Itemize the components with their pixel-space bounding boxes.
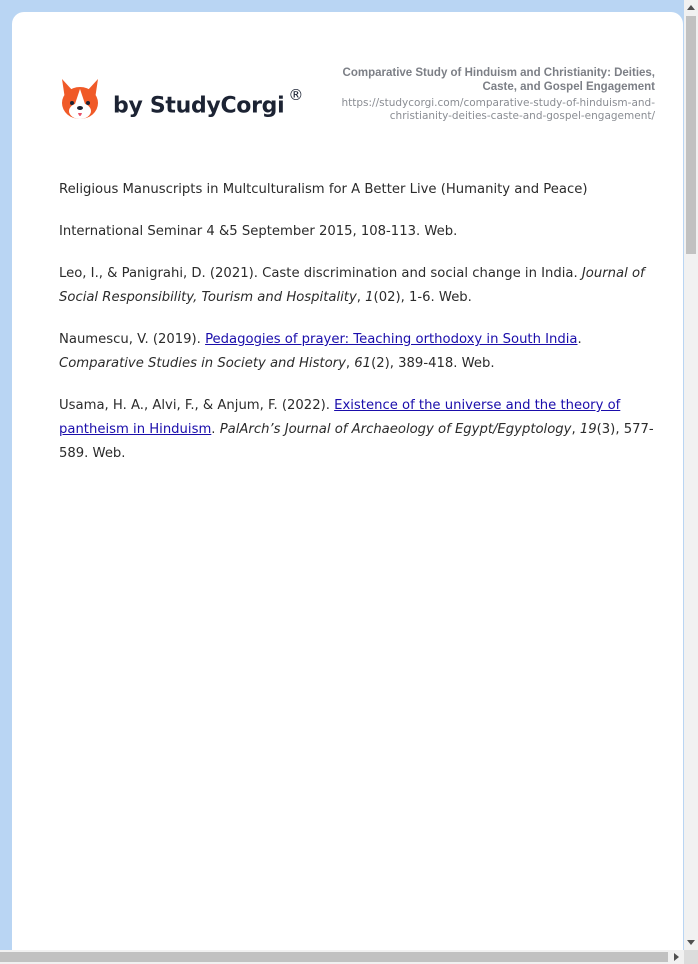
reference-line <box>59 178 657 202</box>
corgi-icon <box>59 77 101 123</box>
reference-details: (02), 1-6. Web. <box>373 290 472 305</box>
reference-text: International Seminar 4 &5 September 2015, 108-113. Web. <box>59 224 458 239</box>
scroll-down-arrow-icon[interactable] <box>687 940 695 945</box>
reference-separator: , <box>571 422 580 437</box>
horizontal-scrollbar[interactable] <box>0 950 684 964</box>
scrollbar-corner <box>684 950 698 964</box>
reference-authors: Naumescu, V. (2019). <box>59 332 206 347</box>
reference-journal: PalArch’s Journal of Archaeology of Egypt/Egyptology <box>219 422 572 437</box>
reference-entry <box>59 394 657 466</box>
horizontal-scroll-thumb[interactable] <box>0 952 668 962</box>
reference-volume: 19 <box>579 422 597 437</box>
reference-title-link[interactable]: Existence of the universe and the theory of pantheism in Hinduism <box>59 398 621 437</box>
reference-title-link[interactable]: Pedagogies of prayer: Teaching orthodoxy in South India <box>205 332 578 347</box>
scroll-up-arrow-icon[interactable] <box>687 5 695 10</box>
reference-entry <box>59 262 657 310</box>
logo-wordmark: by StudyCorgi <box>113 93 285 119</box>
studycorgi-logo[interactable] <box>59 75 303 125</box>
reference-entry <box>59 328 657 376</box>
document-title: Comparative Study of Hinduism and Christianity: Deities, Caste, and Gospel Engagement <box>342 67 655 93</box>
document-header-info <box>305 66 655 123</box>
reference-journal: Comparative Studies in Society and History <box>59 356 346 371</box>
vertical-scroll-thumb[interactable] <box>686 16 696 254</box>
reference-details: (3), 577-589. Web. <box>59 422 654 461</box>
reference-authors: Leo, I., & Panigrahi, D. (2021). Caste discrimination and social change in India. <box>59 266 582 281</box>
reference-separator: . <box>211 422 220 437</box>
reference-separator: . <box>577 332 582 347</box>
reference-journal: Journal of Social Responsibility, Tourism and Hospitality <box>59 266 645 305</box>
vertical-scrollbar[interactable] <box>684 0 698 950</box>
reference-line <box>59 220 657 244</box>
reference-authors: Usama, H. A., Alvi, F., & Anjum, F. (2022). <box>59 398 335 413</box>
reference-details: (2), 389-418. Web. <box>371 356 495 371</box>
reference-separator: , <box>345 356 355 371</box>
references-list <box>59 178 657 484</box>
document-url[interactable]: https://studycorgi.com/comparative-study-of-hinduism-and-christianity-deities-caste-and-gospel-engagement/ <box>341 97 655 122</box>
reference-volume: 1 <box>365 290 374 305</box>
reference-volume: 61 <box>354 356 372 371</box>
document-page <box>12 12 683 952</box>
scroll-right-arrow-icon[interactable] <box>674 953 679 961</box>
reference-text: Religious Manuscripts in Multculturalism for A Better Live (Humanity and Peace) <box>59 182 588 197</box>
logo-text <box>113 85 304 119</box>
reference-separator: , <box>356 290 366 305</box>
registered-mark: ® <box>288 85 304 104</box>
